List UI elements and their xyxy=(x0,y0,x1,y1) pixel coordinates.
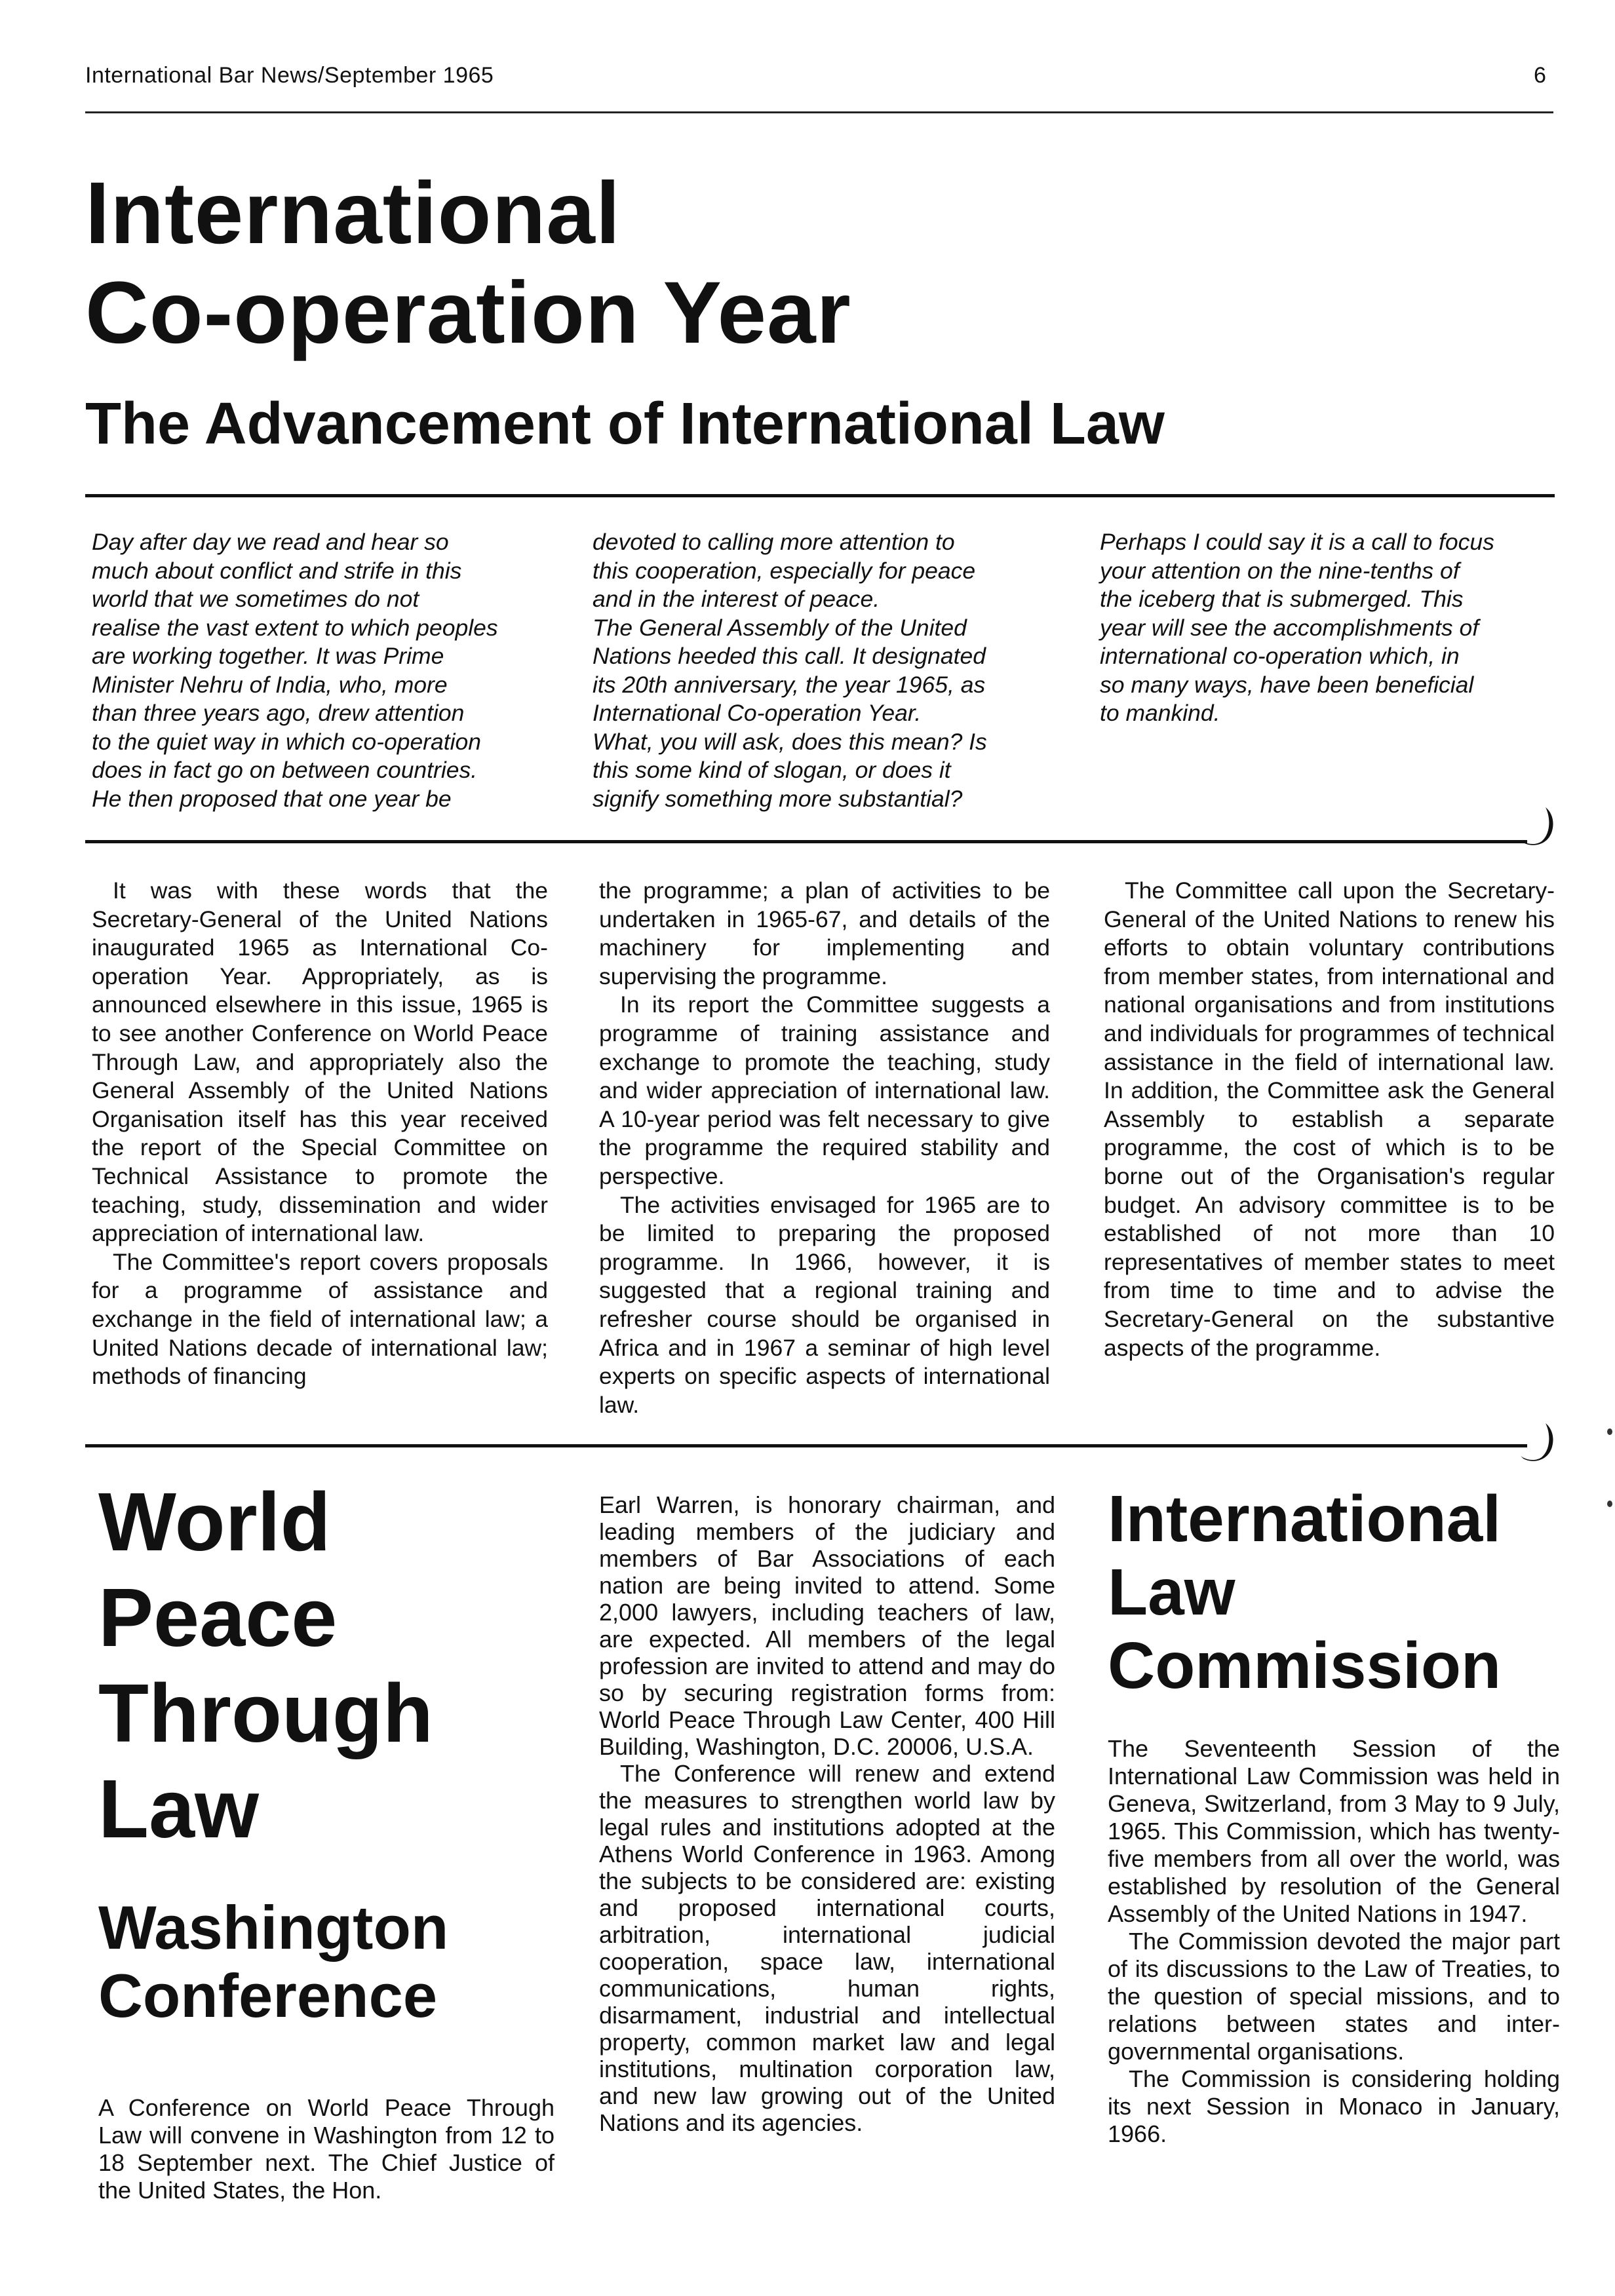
intro-line: International Co-operation Year. xyxy=(593,700,922,726)
section-end-hook-icon xyxy=(1518,1421,1556,1464)
intro-line: are working together. It was Prime xyxy=(92,643,444,669)
wpl-subtitle xyxy=(98,1894,448,2030)
intro-line: Minister Nehru of India, who, more xyxy=(92,671,448,698)
body-paragraph: The Committee's report covers proposals for a programme of assistance and exchange in the field of international law; a United Nations decade of international law; methods of financing xyxy=(92,1248,548,1390)
intro-line: Perhaps I could say it is a call to focus xyxy=(1100,529,1494,555)
wpl-column-2 xyxy=(599,1491,1055,2136)
wpl-title-line: Peace xyxy=(98,1571,338,1664)
intro-line: Nations heeded this call. It designated xyxy=(593,643,986,669)
ilc-title xyxy=(1108,1482,1501,1702)
body-column-3 xyxy=(1104,877,1555,1362)
intro-line: so many ways, have been beneficial xyxy=(1100,671,1474,698)
intro-line: its 20th anniversary, the year 1965, as xyxy=(593,671,986,698)
intro-line: much about conflict and strife in this xyxy=(92,557,462,584)
ilc-title-line: International xyxy=(1108,1482,1502,1556)
intro-line: signify something more substantial? xyxy=(593,785,963,812)
body-paragraph: The activities envisaged for 1965 are to be limited to preparing the proposed programme. In 1966, however, it is suggested that a regional training and refresher course should be organised in Africa and in 1967 a seminar of high level experts on specific aspects of international law. xyxy=(599,1191,1050,1418)
intro-line: international co-operation which, in xyxy=(1100,643,1460,669)
intro-line: What, you will ask, does this mean? Is xyxy=(593,728,987,755)
intro-line: year will see the accomplishments of xyxy=(1100,614,1479,641)
body-paragraph: the programme; a plan of activities to be undertaken in 1965-67, and details of the machinery for implementing and supervising the programme. xyxy=(599,877,1050,989)
article-title xyxy=(85,164,851,363)
section-rule xyxy=(85,494,1555,497)
intro-line: your attention on the nine-tenths of xyxy=(1100,557,1460,584)
section-rule xyxy=(85,840,1527,843)
wpl-subtitle-line: Washington xyxy=(98,1893,449,1962)
intro-line: the iceberg that is submerged. This xyxy=(1100,586,1464,612)
wpl-title-line: World xyxy=(98,1476,331,1568)
intro-line: this cooperation, especially for peace xyxy=(593,557,976,584)
intro-line: realise the vast extent to which peoples xyxy=(92,614,498,641)
intro-column-3 xyxy=(1100,528,1552,728)
wpl-title xyxy=(98,1474,433,1857)
article-subtitle: The Advancement of International Law xyxy=(85,391,1165,457)
intro-line: does in fact go on between countries. xyxy=(92,757,478,783)
intro-line: than three years ago, drew attention xyxy=(92,700,465,726)
body-paragraph: In its report the Committee suggests a programme of training assistance and exchange to promote the teaching, study and wider appreciation of international law. A 10-year period was felt necessary to give the programme the required stability and perspective. xyxy=(599,991,1050,1189)
ilc-title-line: Commission xyxy=(1108,1629,1502,1702)
wpl-title-line: Law xyxy=(98,1763,260,1855)
body-paragraph: Earl Warren, is honorary chairman, and leading members of the judiciary and members of Bar Associations of each nation are being invited to attend. Some 2,000 lawyers, including teachers of law, are expected. All members of the legal profession are invited to attend and may do so by securing registration forms from: World Peace Through Law Center, 400 Hill Building, Washington, D.C. 20006, U.S.A. xyxy=(599,1491,1055,1760)
body-paragraph: The Seventeenth Session of the International Law Commission was held in Geneva, Switzerland, from 3 May to 9 July, 1965. This Commission, which has twenty-five members from all over the world, was established by resolution of the General Assembly of the United Nations in 1947. xyxy=(1108,1735,1560,1927)
body-paragraph: A Conference on World Peace Through Law will convene in Washington from 12 to 18 September next. The Chief Justice of the United States, the Hon. xyxy=(98,2094,555,2204)
wpl-column-1 xyxy=(98,2094,555,2204)
section-rule xyxy=(85,1444,1527,1447)
print-speck xyxy=(1607,1428,1612,1435)
wpl-title-line: Through xyxy=(98,1667,433,1759)
article-title-line-2: Co-operation Year xyxy=(85,264,851,362)
wpl-subtitle-line: Conference xyxy=(98,1961,438,2030)
intro-line: Day after day we read and hear so xyxy=(92,529,449,555)
ilc-title-line: Law xyxy=(1108,1556,1236,1629)
body-paragraph: The Commission devoted the major part of its discussions to the Law of Treaties, to the question of special missions, and to relations between states and inter-governmental organisations. xyxy=(1108,1928,1560,2065)
publication-header: International Bar News/September 1965 xyxy=(85,63,494,88)
intro-line: The General Assembly of the United xyxy=(593,614,967,641)
body-paragraph: The Committee call upon the Secretary-General of the United Nations to renew his efforts to obtain voluntary contributions from member states, from international and national organisations and from institutions and individuals for programmes of technical assistance in the field of international law. In addition, the Committee ask the General Assembly to establish a separate programme, the cost of which is to be borne out of the Organisation's regular budget. An advisory committee is to be established of not more than 10 representatives of member states to meet from time to time and to advise the Secretary-General on the substantive aspects of the programme. xyxy=(1104,877,1555,1361)
intro-line: this some kind of slogan, or does it xyxy=(593,757,951,783)
body-column-2 xyxy=(599,877,1050,1419)
body-paragraph: The Conference will renew and extend the measures to strengthen world law by legal rules and institutions adopted at the Athens World Conference in 1963. Among the subjects to be considered are: existing and proposed international courts, arbitration, international judicial cooperation, space law, international communications, human rights, disarmament, industrial and intellectual property, common market law and legal institutions, multination corporation law, and new law growing out of the United Nations and its agencies. xyxy=(599,1760,1055,2136)
article-title-line-1: International xyxy=(85,164,621,262)
intro-column-1 xyxy=(92,528,564,813)
ilc-column xyxy=(1108,1735,1560,2148)
intro-column-2 xyxy=(593,528,1064,813)
intro-line: to mankind. xyxy=(1100,700,1220,726)
body-paragraph: The Commission is considering holding its next Session in Monaco in January, 1966. xyxy=(1108,2065,1560,2147)
intro-line: devoted to calling more attention to xyxy=(593,529,955,555)
intro-line: world that we sometimes do not xyxy=(92,586,419,612)
intro-line: and in the interest of peace. xyxy=(593,586,880,612)
body-paragraph: It was with these words that the Secretary-General of the United Nations inaugurated 1965 as International Co-operation Year. Appropriately, as is announced elsewhere in this issue, 1965 is to see another Conference on World Peace Through Law, and appropriately also the General Assembly of the United Nations Organisation itself has this year received the report of the Special Committee on Technical Assistance to promote the teaching, study, dissemination and wider appreciation of international law. xyxy=(92,877,548,1247)
body-column-1 xyxy=(92,877,548,1391)
print-speck xyxy=(1607,1501,1612,1507)
intro-line: to the quiet way in which co-operation xyxy=(92,728,481,755)
page-number: 6 xyxy=(1534,63,1546,88)
intro-line: He then proposed that one year be xyxy=(92,785,452,812)
header-rule xyxy=(85,111,1553,113)
section-end-hook-icon xyxy=(1518,805,1556,848)
